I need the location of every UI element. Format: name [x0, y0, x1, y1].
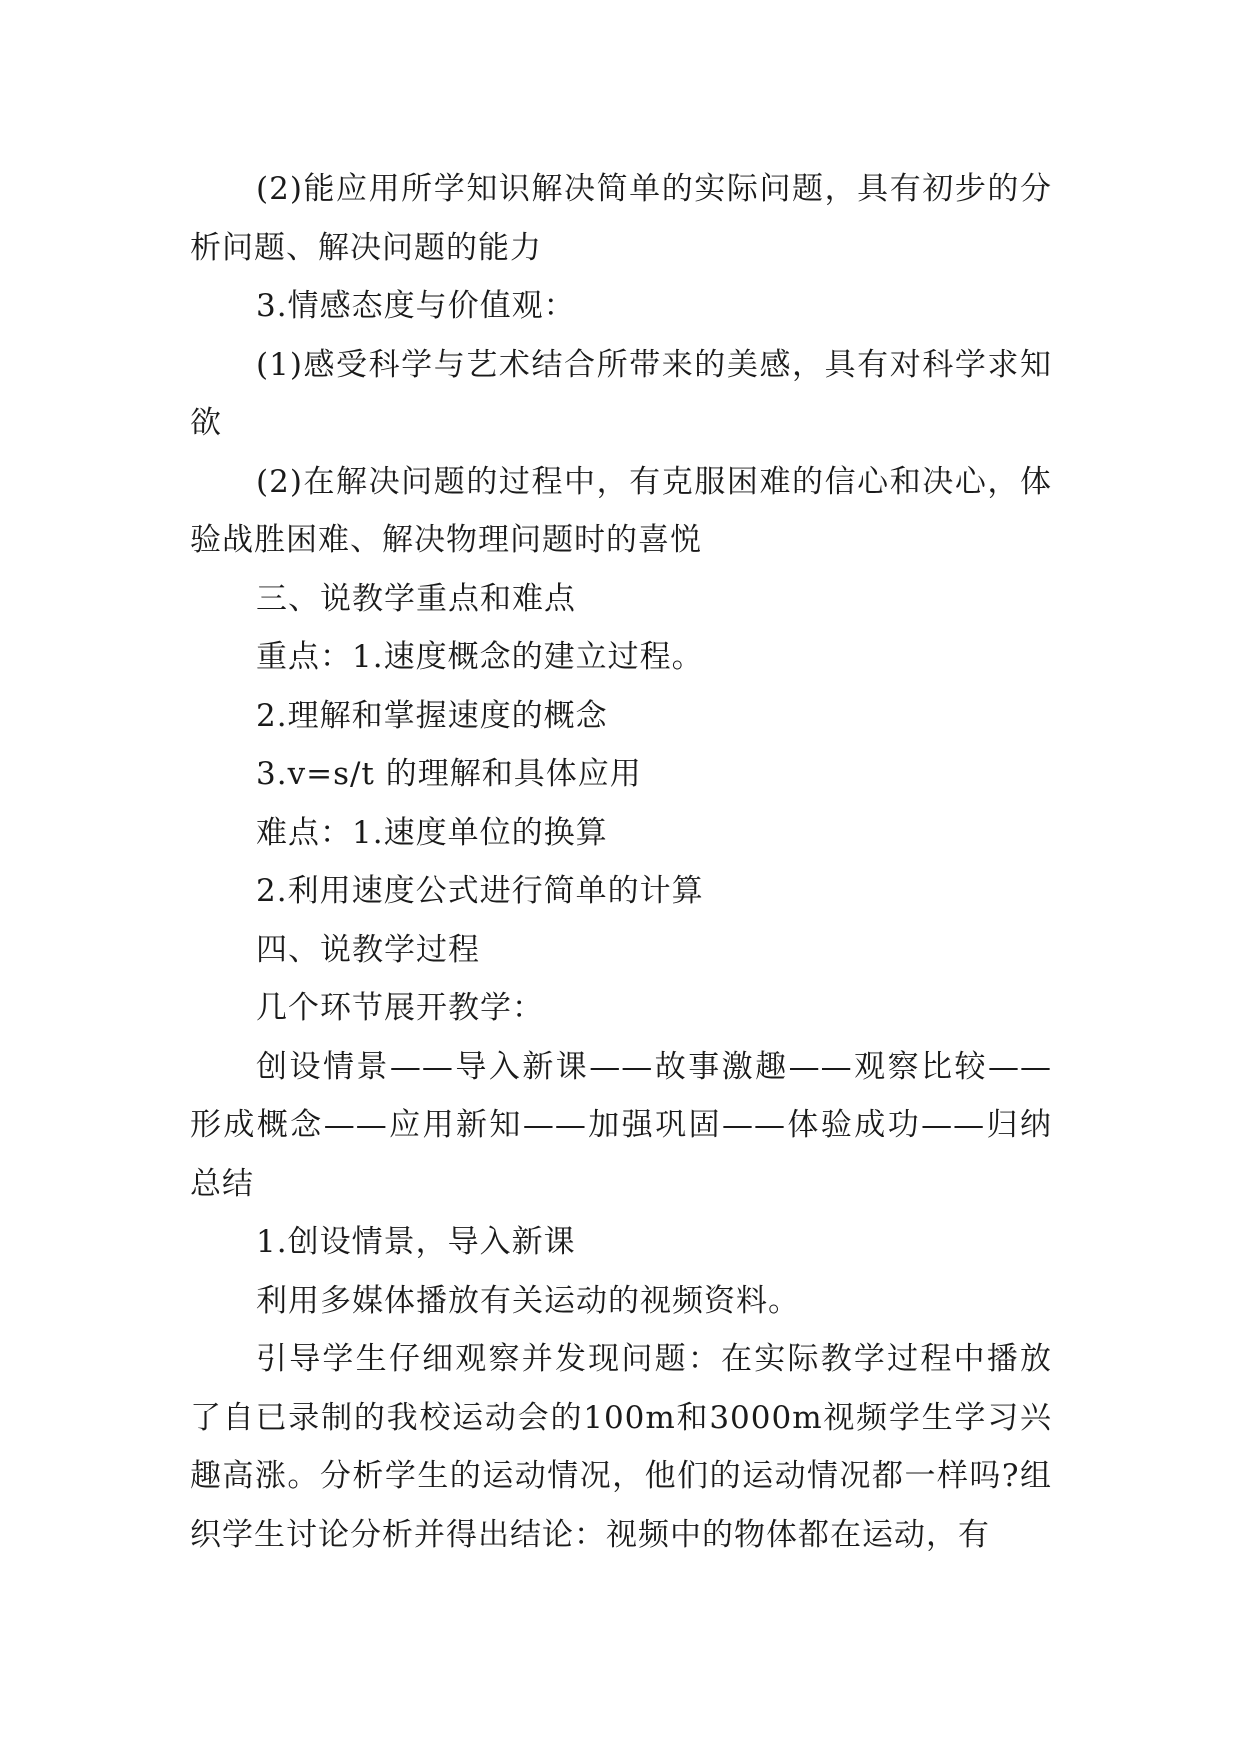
- paragraph-multimedia: 利用多媒体播放有关运动的视频资料。: [256, 1282, 800, 1319]
- section-heading-key-points: 三、说教学重点和难点: [256, 580, 576, 617]
- paragraph-key-point-1: 重点：1.速度概念的建立过程。: [256, 639, 704, 675]
- paragraph-process-intro: 几个环节展开教学：: [256, 990, 544, 1026]
- document-body: [190, 160, 1052, 1564]
- paragraph-emotion-1: (1)感受科学与艺术结合所带来的美感，具有对科学求知欲: [190, 346, 1052, 441]
- section-heading-process: 四、说教学过程: [256, 931, 480, 968]
- paragraph-process-steps: 创设情景——导入新课——故事激趣——观察比较——形成概念——应用新知——加强巩固——体验成功——归纳总结: [190, 1048, 1052, 1202]
- paragraph-ability-2: (2)能应用所学知识解决简单的实际问题，具有初步的分析问题、解决问题的能力: [190, 171, 1052, 266]
- paragraph-difficulty-1: 难点：1.速度单位的换算: [256, 814, 608, 851]
- paragraph-key-point-2: 2.理解和掌握速度的概念: [256, 697, 608, 734]
- paragraph-guide-students: 引导学生仔细观察并发现问题：在实际教学过程中播放了自已录制的我校运动会的100m和3000m视频学生学习兴趣高涨。分析学生的运动情况，他们的运动情况都一样吗?组织学生讨论分析并得出结论：视频中的物体都在运动，有: [190, 1341, 1052, 1553]
- paragraph-step-1-heading: 1.创设情景，导入新课: [256, 1224, 576, 1260]
- paragraph-key-point-3: 3.v=s/t 的理解和具体应用: [256, 756, 642, 792]
- paragraph-emotion-heading: 3.情感态度与价值观：: [256, 288, 576, 324]
- paragraph-emotion-2: (2)在解决问题的过程中，有克服困难的信心和决心，体验战胜困难、解决物理问题时的喜悦: [190, 463, 1052, 558]
- paragraph-difficulty-2: 2.利用速度公式进行简单的计算: [256, 873, 704, 909]
